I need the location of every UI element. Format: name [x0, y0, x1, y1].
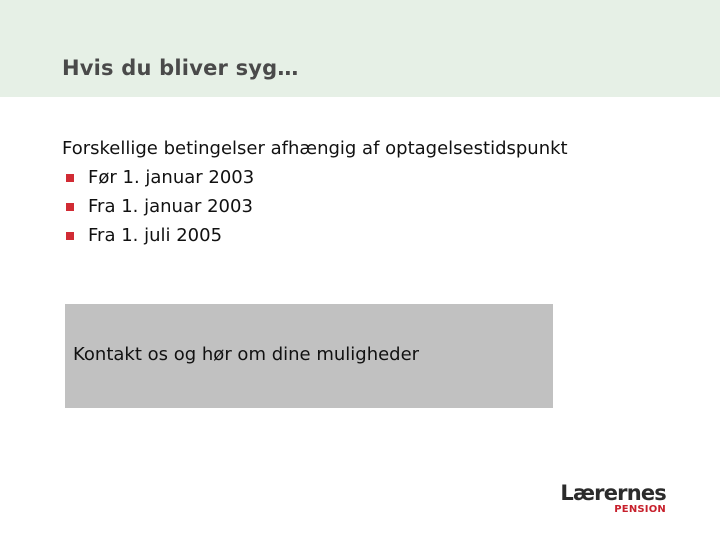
- contact-text: Kontakt os og hør om dine muligheder: [73, 344, 420, 365]
- page-title: Hvis du bliver syg…: [62, 56, 299, 80]
- company-logo: [556, 482, 668, 518]
- list-item: [62, 221, 568, 250]
- contact-box: [65, 304, 553, 408]
- content-area: [62, 134, 568, 250]
- bullet-text: Fra 1. juli 2005: [88, 225, 223, 246]
- header-band: [0, 0, 720, 97]
- logo-subtitle: PENSION: [614, 504, 666, 515]
- list-item: [62, 192, 568, 221]
- list-item: [62, 163, 568, 192]
- logo-name: Lærernes: [560, 481, 666, 505]
- bullet-text: Før 1. januar 2003: [88, 167, 255, 188]
- square-bullet-icon: [66, 203, 74, 211]
- intro-text: Forskellige betingelser afhængig af optagelsestidspunkt: [62, 138, 568, 159]
- bullet-text: Fra 1. januar 2003: [88, 196, 253, 217]
- bullet-list: [62, 163, 568, 250]
- square-bullet-icon: [66, 174, 74, 182]
- square-bullet-icon: [66, 232, 74, 240]
